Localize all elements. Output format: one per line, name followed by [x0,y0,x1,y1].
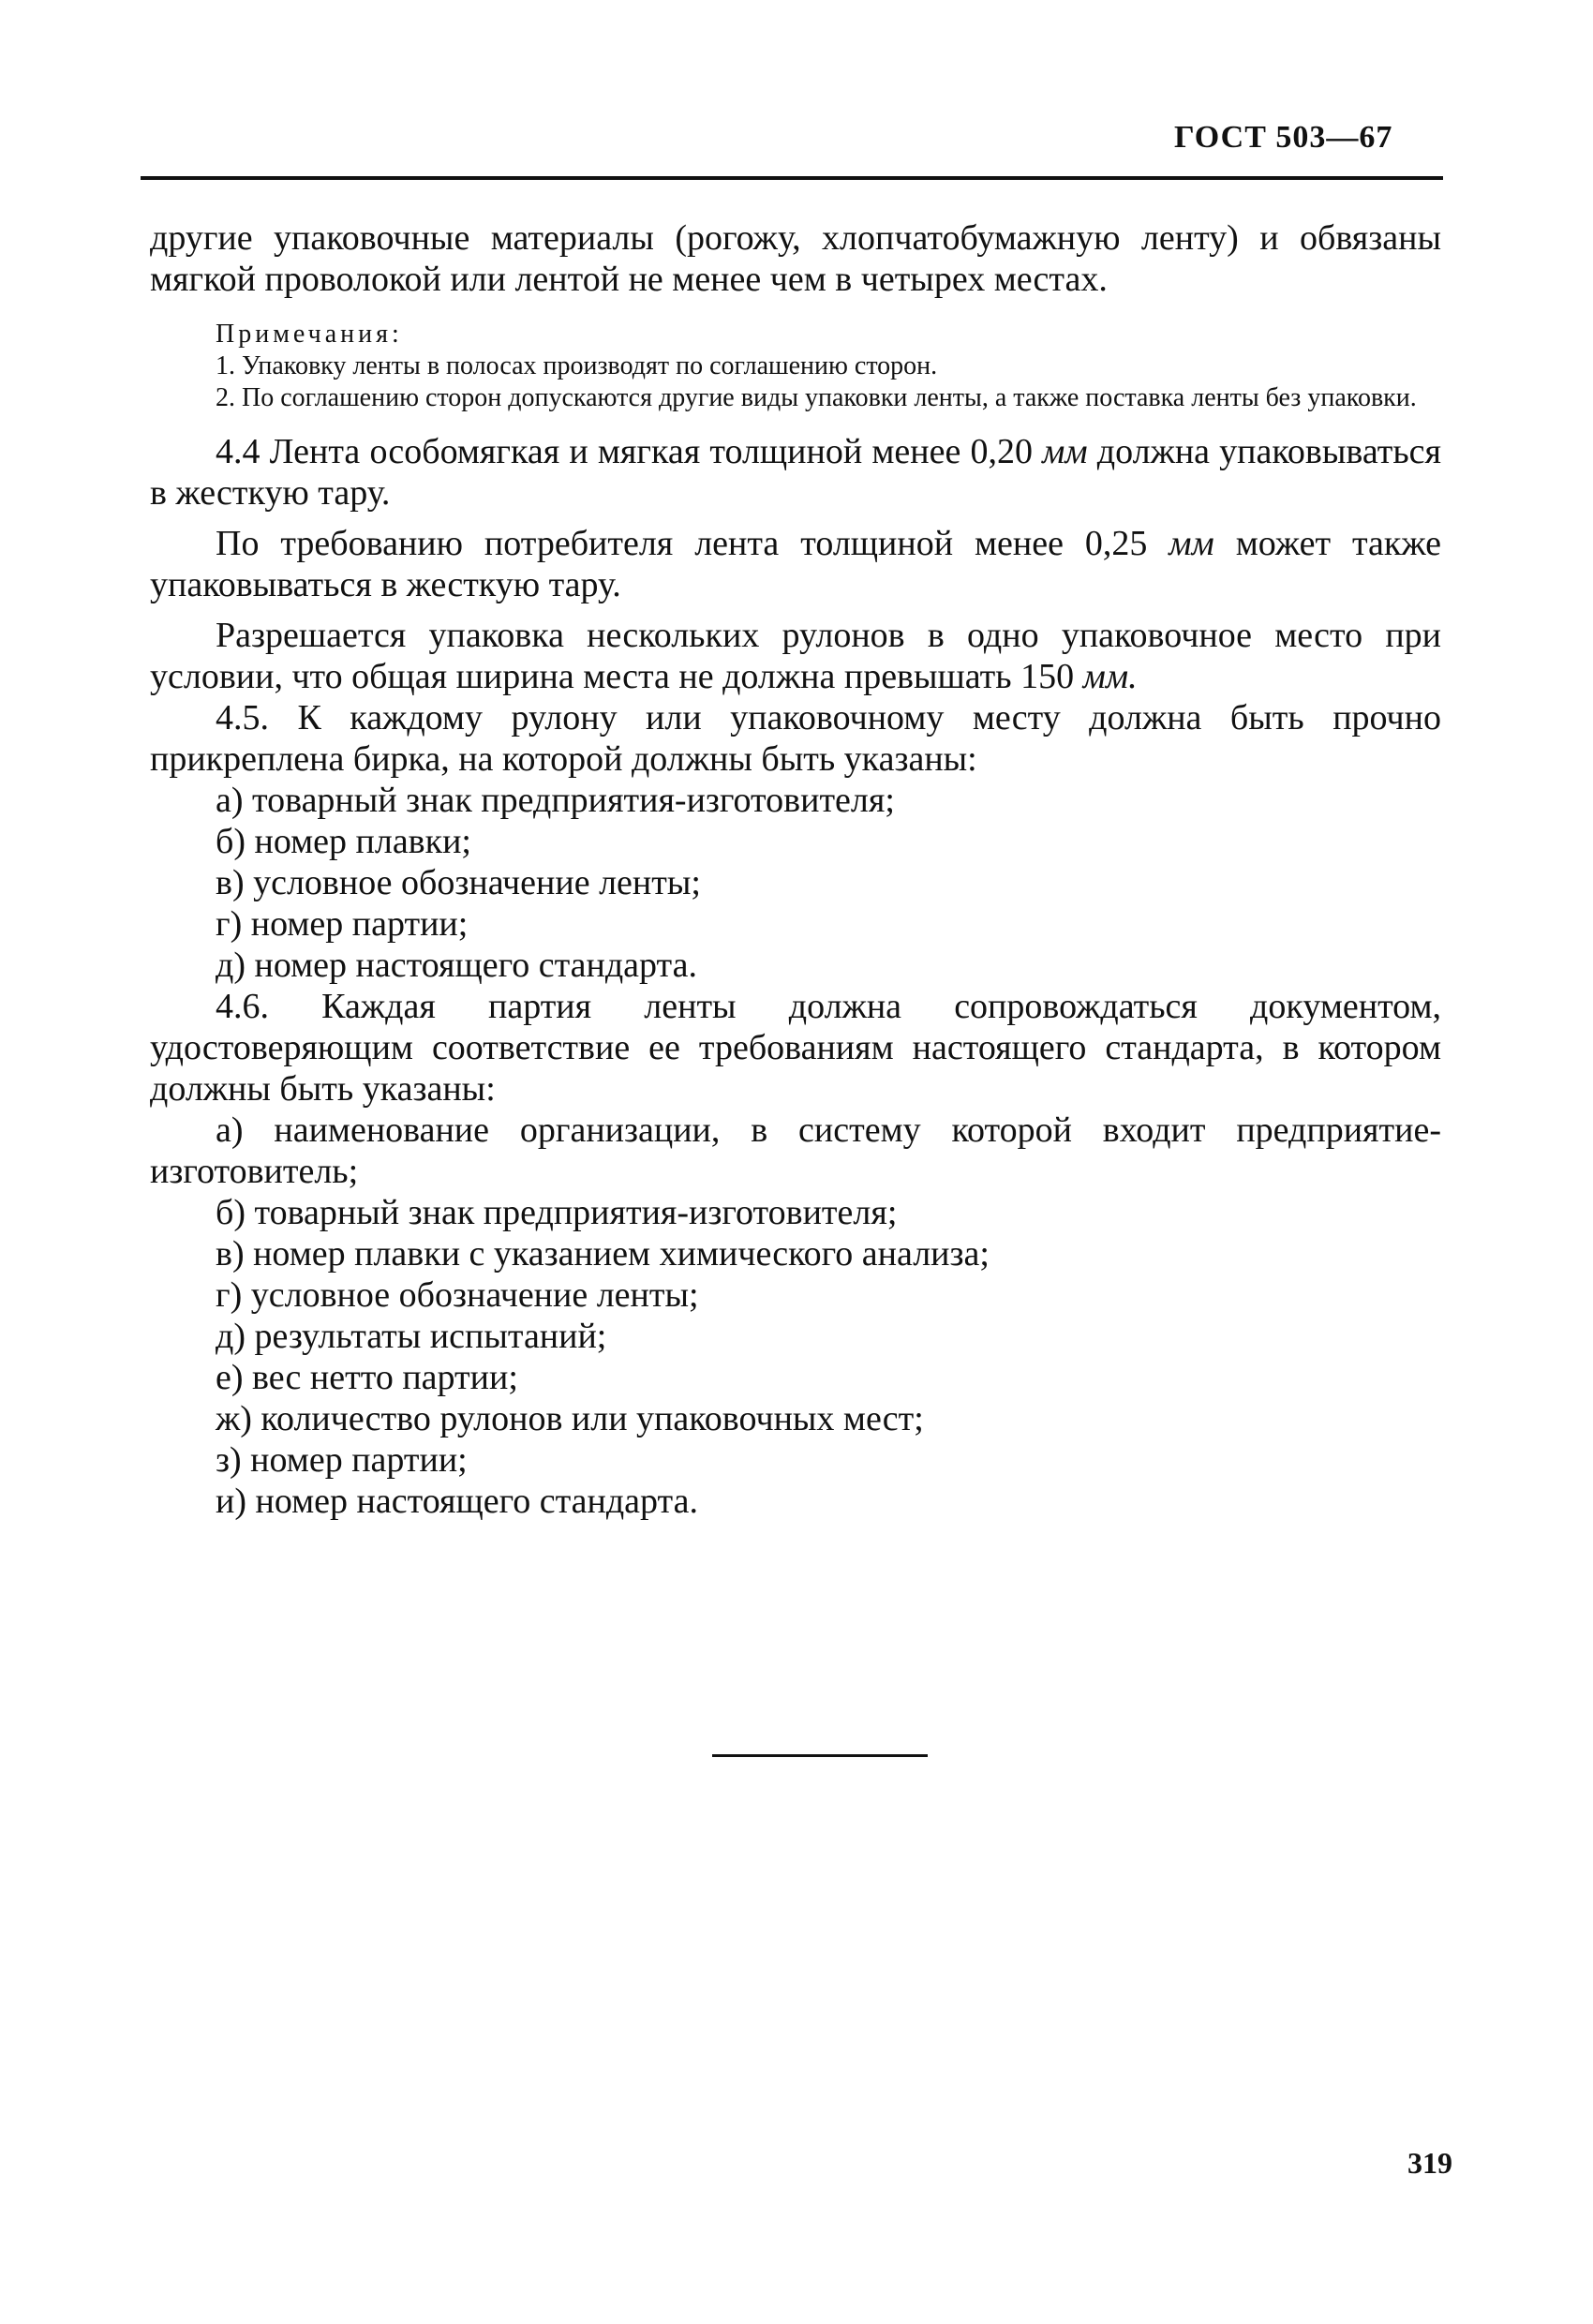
list-item: в) условное обозначение ленты; [216,863,701,902]
page-number: 319 [1407,2146,1452,2180]
list-item: б) товарный знак предприятия-изготовителя; [216,1193,898,1232]
list-item: д) результаты испытаний; [216,1317,607,1356]
paragraph-4-5: 4.5. К каждому рулону или упаковочному месту должна быть прочно прикреплена бирка, на которой должны быть указаны: [150,698,1441,779]
paragraph-4-6: 4.6. Каждая партия ленты должна сопровождаться документом, удостоверяющим соответствие ее требованиям настоящего стандарта, в котором должны быть указаны: [150,987,1441,1109]
paragraph-4-4-request: По требованию потребителя лента толщиной менее 0,25 мм может также упаковываться в жесткую тару. [150,524,1441,604]
paragraph-4-4: 4.4 Лента особомягкая и мягкая толщиной менее 0,20 мм должна упаковываться в жесткую тару. [150,432,1441,513]
unit-mm: мм. [1082,657,1138,696]
note-item: 1. Упаковку ленты в полосах производят по соглашению сторон. [216,351,938,380]
list-item: ж) количество рулонов или упаковочных мест; [216,1399,924,1438]
list-item: б) номер плавки; [216,822,471,861]
list-item: а) наименование организации, в систему которой входит предприятие-изготовитель; [150,1110,1441,1191]
note-item: 2. По соглашению сторон допускаются другие виды упаковки ленты, а также поставка ленты без упаковки. [216,383,1417,412]
end-separator [712,1754,928,1757]
list-item: и) номер настоящего стандарта. [216,1482,698,1521]
list-item: в) номер плавки с указанием химического анализа; [216,1234,990,1274]
notes-block [150,319,1441,414]
header-rule [141,176,1443,180]
list-item: е) вес нетто партии; [216,1358,518,1397]
unit-mm: мм [1169,524,1214,563]
list-item: з) номер партии; [216,1440,468,1480]
list-item: а) товарный знак предприятия-изготовителя; [216,781,895,820]
list-item: г) номер партии; [216,904,469,944]
standard-header: ГОСТ 503—67 [1174,120,1393,155]
notes-title: Примечания: [216,320,403,349]
continuation-paragraph: другие упаковочные материалы (рогожу, хлопчатобумажную ленту) и обвязаны мягкой проволокой или лентой не менее чем в четырех местах. [150,218,1441,299]
unit-mm: мм [1042,432,1088,471]
list-item: д) номер настоящего стандарта. [216,946,697,985]
page-body [150,217,1441,1522]
paragraph-4-4-permission: Разрешается упаковка нескольких рулонов в одно упаковочное место при условии, что общая ширина места не должна превышать 150 мм. [150,616,1441,696]
list-item: г) условное обозначение ленты; [216,1275,699,1315]
